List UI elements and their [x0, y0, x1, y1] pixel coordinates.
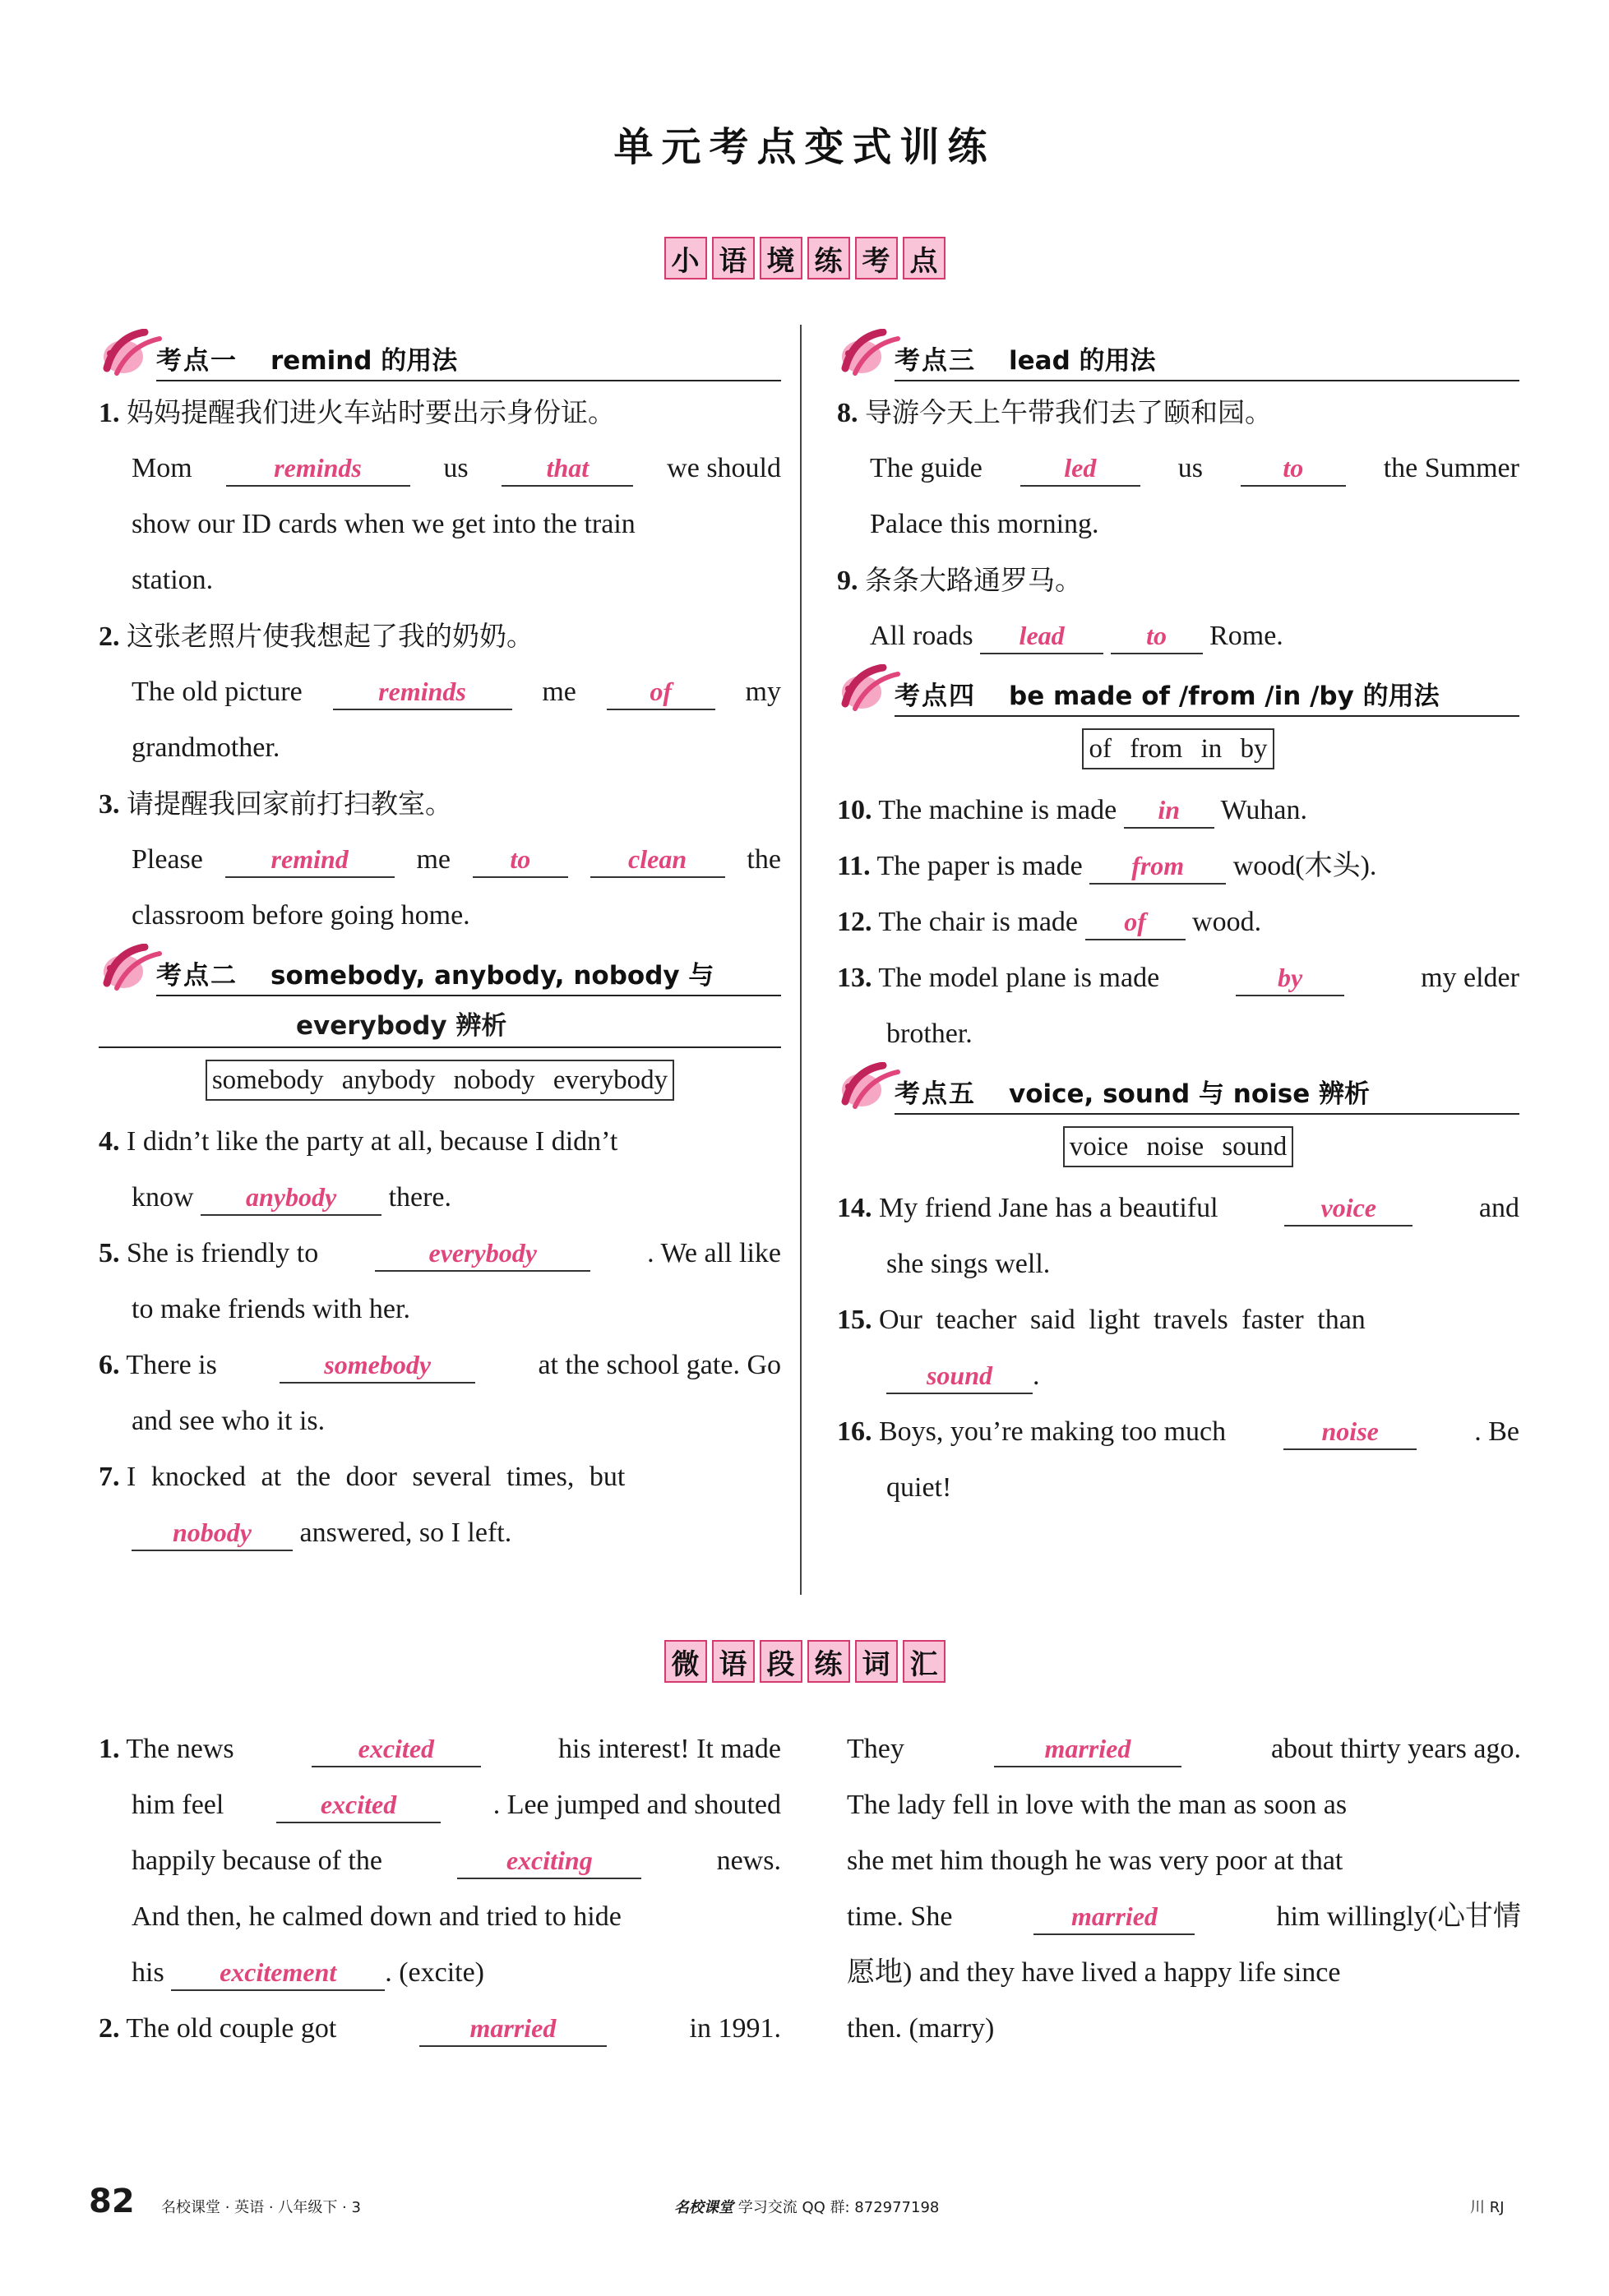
left-column [99, 329, 781, 1561]
banner-char: 境 [760, 237, 802, 279]
vocab-1-line1: 1. The news excited his interest! It made [99, 1721, 781, 1777]
heading-text: remind 的用法 [270, 346, 458, 376]
banner-char: 语 [712, 237, 755, 279]
question-16-line2: quiet! [886, 1472, 952, 1503]
question-15-line2: sound . [837, 1348, 1519, 1404]
banner-char: 练 [807, 237, 850, 279]
question-9-line: All roads lead to Rome. [837, 608, 1519, 664]
answer-blank[interactable]: reminds [333, 674, 512, 710]
answer-blank[interactable]: married [419, 2011, 607, 2047]
answer-blank[interactable]: excited [312, 1731, 481, 1767]
answer-blank[interactable]: everybody [375, 1236, 590, 1272]
question-2-line2: grandmother. [132, 732, 280, 763]
question-7-line: 7. I knocked at the door several times, but [99, 1462, 626, 1492]
column-divider [800, 325, 802, 1595]
answer-blank[interactable]: excitement [171, 1955, 385, 1991]
question-14-line: 14. My friend Jane has a beautiful voice and [837, 1180, 1519, 1236]
answer-blank[interactable]: voice [1284, 1190, 1412, 1227]
heading-label: 考点一 [156, 346, 238, 376]
answer-blank[interactable]: that [502, 450, 633, 487]
section-heading-4 [837, 664, 1519, 717]
answer-blank[interactable]: from [1089, 848, 1226, 885]
page-footer [0, 2183, 1609, 2232]
question-13-line2: brother. [886, 1019, 973, 1049]
banner-char: 段 [760, 1640, 802, 1683]
answer-blank[interactable]: lead [980, 618, 1103, 654]
pen-mark-icon [99, 329, 163, 380]
question-16-line: 16. Boys, you’re making too much noise . Be [837, 1404, 1519, 1460]
answer-blank[interactable]: to [1241, 450, 1346, 487]
answer-blank[interactable]: of [1085, 904, 1186, 940]
heading-text: lead 的用法 [1009, 346, 1156, 376]
question-8-line: The guide led us to the Summer [837, 441, 1519, 497]
vocab-2-line6: 愿地) and they have lived a happy life since [847, 1957, 1341, 1988]
qq-group: 名校课堂 学习交流 QQ 群: 872977198 [674, 2199, 940, 2216]
word-box: of from in by [837, 728, 1519, 769]
page-title: 单元考点变式训练 [613, 124, 996, 170]
banner-char: 微 [664, 1640, 707, 1683]
banner-char: 练 [807, 1640, 850, 1683]
banner-char: 汇 [903, 1640, 946, 1683]
question-7-line2: nobody answered, so I left. [99, 1505, 781, 1561]
question-4-line: 4. I didn’t like the party at all, because I didn’t [99, 1126, 618, 1157]
vocab-left [99, 1721, 781, 2057]
vocab-1-line3: happily because of the exciting news. [99, 1833, 781, 1889]
answer-blank[interactable]: in [1124, 792, 1214, 829]
answer-blank[interactable]: excited [276, 1787, 441, 1823]
banner-char: 考 [855, 237, 898, 279]
question-1-line3: station. [132, 565, 214, 595]
vocab-2-line5: time. She married him willingly(心甘情 [847, 1889, 1521, 1945]
book-title: 名校课堂 · 英语 · 八年级下 · 3 [161, 2199, 361, 2216]
section-banner-context [0, 237, 1609, 279]
section-heading-5 [837, 1062, 1519, 1115]
question-5-line: 5. She is friendly to everybody . We all like [99, 1226, 781, 1282]
heading-text: somebody, anybody, nobody 与 [270, 961, 714, 991]
answer-blank[interactable]: noise [1283, 1414, 1417, 1450]
word-box: somebody anybody nobody everybody [99, 1060, 781, 1101]
banner-char: 点 [903, 237, 946, 279]
answer-blank[interactable]: anybody [201, 1180, 381, 1216]
vocab-1-line5: his excitement . (excite) [99, 1945, 781, 2001]
banner-char: 词 [855, 1640, 898, 1683]
question-10-line: 10. The machine is made in Wuhan. [837, 783, 1519, 838]
answer-blank[interactable]: of [607, 674, 715, 710]
question-6-line2: and see who it is. [132, 1406, 326, 1436]
vocab-right [847, 1721, 1521, 2057]
heading-label: 考点三 [895, 346, 976, 376]
word-box: voice noise sound [837, 1126, 1519, 1167]
question-11-line: 11. The paper is made from wood(木头). [837, 838, 1519, 894]
question-3-line2: classroom before going home. [132, 900, 470, 931]
heading-label: 考点四 [895, 681, 976, 711]
answer-blank[interactable]: sound [886, 1358, 1033, 1394]
page-number: 82 [89, 2183, 135, 2220]
question-8-cn: 8. 导游今天上午带我们去了颐和园。 [837, 396, 1272, 428]
edition-label: 川 RJ [1470, 2199, 1505, 2216]
question-2-cn: 2. 这张老照片使我想起了我的奶奶。 [99, 620, 534, 652]
section-heading-3 [837, 329, 1519, 381]
section-heading-2 [99, 944, 781, 996]
vocab-1-line4: And then, he calmed down and tried to hide [132, 1901, 622, 1932]
answer-blank[interactable]: somebody [280, 1347, 475, 1384]
question-6-line: 6. There is somebody at the school gate. Go [99, 1337, 781, 1393]
question-9-cn: 9. 条条大路通罗马。 [837, 564, 1082, 596]
vocab-2-line2: They married about thirty years ago. [847, 1721, 1521, 1777]
answer-blank[interactable]: reminds [226, 450, 410, 487]
question-2-line: The old picture reminds me of my [99, 664, 781, 720]
question-5-line2: to make friends with her. [132, 1294, 410, 1324]
vocab-2-line4: she met him though he was very poor at that [847, 1846, 1343, 1876]
question-1-cn: 1. 妈妈提醒我们进火车站时要出示身份证。 [99, 396, 615, 428]
answer-blank[interactable]: to [473, 842, 568, 878]
vocab-2-line1: 2. The old couple got married in 1991. [99, 2001, 781, 2057]
question-15-line: 15. Our teacher said light travels faster than [837, 1305, 1366, 1335]
heading-text: be made of /from /in /by 的用法 [1009, 681, 1440, 711]
answer-blank[interactable]: by [1236, 960, 1344, 996]
answer-blank[interactable]: married [1033, 1899, 1195, 1935]
right-column [837, 329, 1519, 1516]
pen-mark-icon [837, 664, 901, 715]
answer-blank[interactable]: remind [225, 842, 395, 878]
section-banner-vocab [0, 1640, 1609, 1683]
question-4-line2: know anybody there. [99, 1170, 781, 1226]
question-3-cn: 3. 请提醒我回家前打扫教室。 [99, 788, 452, 820]
pen-mark-icon [837, 1062, 901, 1113]
vocab-1-line2: him feel excited . Lee jumped and shouted [99, 1777, 781, 1833]
answer-blank[interactable]: exciting [457, 1843, 641, 1879]
answer-blank[interactable]: clean [590, 842, 725, 878]
banner-char: 小 [664, 237, 707, 279]
pen-mark-icon [837, 329, 901, 380]
question-12-line: 12. The chair is made of wood. [837, 894, 1519, 950]
answer-blank[interactable]: to [1111, 618, 1203, 654]
question-14-line2: she sings well. [886, 1249, 1051, 1279]
answer-blank[interactable]: nobody [132, 1515, 293, 1551]
heading-label: 考点二 [156, 961, 238, 991]
vocab-2-line3: The lady fell in love with the man as soon as [847, 1790, 1348, 1820]
heading-text-cont: everybody 辨析 [99, 1000, 781, 1048]
answer-blank[interactable]: married [994, 1731, 1181, 1767]
question-1-line: Mom reminds us that we should [99, 441, 781, 497]
section-heading-1 [99, 329, 781, 381]
question-1-line2: show our ID cards when we get into the train [132, 509, 636, 539]
vocab-2-line7: then. (marry) [847, 2013, 995, 2044]
heading-label: 考点五 [895, 1079, 976, 1109]
question-3-line: Please remind me to clean the [99, 832, 781, 888]
banner-char: 语 [712, 1640, 755, 1683]
question-8-line2: Palace this morning. [870, 509, 1099, 539]
pen-mark-icon [99, 944, 163, 995]
heading-text: voice, sound 与 noise 辨析 [1009, 1079, 1371, 1109]
answer-blank[interactable]: led [1020, 450, 1140, 487]
question-13-line: 13. The model plane is made by my elder [837, 950, 1519, 1006]
